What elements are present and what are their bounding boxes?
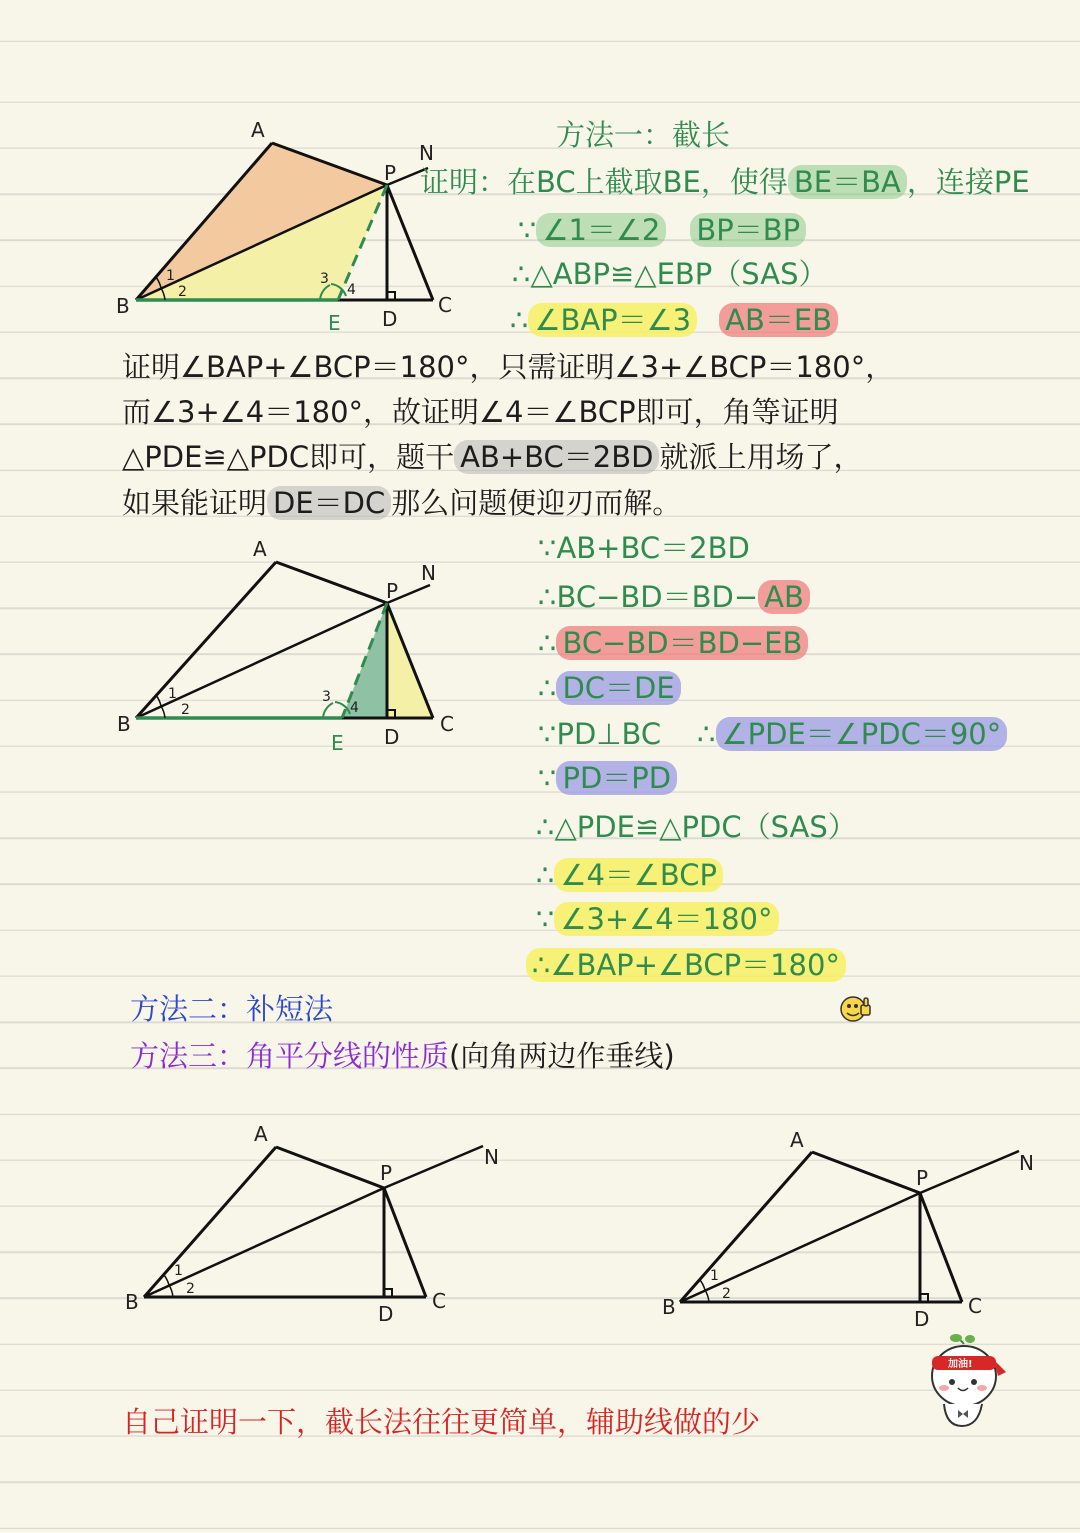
fig2-angle-arc-3 <box>323 703 333 718</box>
proof-suffix: ，连接PE <box>906 165 1030 199</box>
conclusion-text: 自己证明一下，截长法往往更简单，辅助线做的少 <box>122 1405 761 1439</box>
fig4-segment-pc <box>920 1193 962 1302</box>
proof2-step-2 <box>538 578 810 616</box>
fig2-angle-label-4: 4 <box>350 700 359 716</box>
fig1-angle-label-2: 2 <box>178 284 187 300</box>
fig4-angle-label-1: 1 <box>710 1268 719 1284</box>
explanation-line-1: 证明∠BAP+∠BCP＝180°，只需证明∠3+∠BCP＝180°， <box>122 350 895 384</box>
s3-highlight: BC−BD＝BD−EB <box>556 626 808 660</box>
proof-highlight: BE＝BA <box>788 165 907 199</box>
fig1-label-a: A <box>251 118 265 142</box>
fig3-segment-bp <box>144 1188 384 1297</box>
proof2-step-3 <box>538 624 808 662</box>
proof-text: 在BC上截取BE，使得 <box>507 165 788 199</box>
mascot-headband-text: 加油! <box>948 1359 973 1370</box>
fig3-label-a: A <box>254 1122 268 1146</box>
method1-step-3 <box>510 301 838 339</box>
line3-b: 就派上用场了， <box>659 440 863 474</box>
step3-highlight-a: ∠BAP＝∠3 <box>528 303 697 337</box>
s9-highlight: ∠3+∠4＝180° <box>554 902 778 936</box>
s8-highlight: ∠4＝∠BCP <box>554 858 723 892</box>
fig4-angle-arc-1 <box>700 1280 705 1290</box>
line4-b: 那么问题便迎刃而解。 <box>391 486 682 520</box>
step1-highlight-b: BP＝BP <box>690 213 806 247</box>
s8-prefix: ∴ <box>536 858 555 892</box>
fig4-side-ab <box>680 1152 812 1302</box>
fig1-segment-pc <box>387 185 433 300</box>
s4-prefix: ∴ <box>538 671 557 705</box>
method1-step-2: ∴△ABP≌△EBP（SAS） <box>512 257 828 291</box>
fig4-label-b: B <box>662 1295 676 1319</box>
proof2-step-1: ∵AB+BC＝2BD <box>538 531 750 565</box>
fig2-side-ab <box>136 562 276 718</box>
fig1-label-n: N <box>419 141 434 165</box>
fig4-side-ap <box>812 1152 920 1193</box>
fig2-label-n: N <box>421 561 436 585</box>
line3-highlight: AB+BC＝2BD <box>454 440 659 474</box>
fig4-label-p: P <box>916 1166 929 1190</box>
explanation-line-3 <box>122 438 862 476</box>
fig1-label-d: D <box>382 307 398 331</box>
fig4-label-a: A <box>790 1128 804 1152</box>
line4-a: 如果能证明 <box>122 486 268 520</box>
fig3-side-ab <box>144 1147 276 1297</box>
step3-highlight-b: AB＝EB <box>719 303 838 337</box>
fig3-angle-label-1: 1 <box>174 1263 183 1279</box>
s6-highlight: PD＝PD <box>556 761 677 795</box>
s5-text: ∵PD⊥BC <box>538 717 662 751</box>
fig2-label-a: A <box>253 537 267 561</box>
s3-prefix: ∴ <box>538 626 557 660</box>
explanation-line-2: 而∠3+∠4＝180°，故证明∠4＝∠BCP即可，角等证明 <box>122 395 839 429</box>
method3-main: 方法三：角平分线的性质 <box>130 1039 450 1073</box>
step1-prefix: ∵ <box>518 213 537 247</box>
step1-highlight-a: ∠1＝∠2 <box>536 213 666 247</box>
s6-prefix: ∵ <box>538 761 557 795</box>
fig3-label-c: C <box>432 1289 446 1313</box>
s5-therefore: ∴ <box>697 717 716 751</box>
figure-3-method3-left <box>115 1120 515 1330</box>
fig3-label-n: N <box>484 1145 499 1169</box>
method3-title <box>130 1037 675 1075</box>
method1-title: 方法一：截长 <box>556 118 731 152</box>
fig3-angle-label-2: 2 <box>186 1281 195 1297</box>
fig2-angle-label-3: 3 <box>322 689 331 705</box>
proof2-step-4 <box>538 669 681 707</box>
s5-highlight: ∠PDE＝∠PDC＝90° <box>716 717 1008 751</box>
fig2-side-ap <box>276 562 387 603</box>
fig2-angle-arc-1 <box>156 695 161 706</box>
fig2-label-p: P <box>386 579 399 603</box>
line3-a: △PDE≌△PDC即可，题干 <box>122 440 455 474</box>
s2-highlight: AB <box>758 580 810 614</box>
proof2-step-10 <box>526 946 846 984</box>
fig3-segment-pc <box>384 1188 426 1297</box>
fig3-label-p: P <box>380 1161 393 1185</box>
method1-proof-line <box>420 163 1030 201</box>
proof2-step-6 <box>538 759 677 797</box>
proof2-step-9 <box>536 900 779 938</box>
fig4-label-c: C <box>968 1294 982 1318</box>
s4-highlight: DC＝DE <box>556 671 680 705</box>
fig2-label-e: E <box>331 731 344 755</box>
fig3-side-ap <box>276 1147 384 1188</box>
proof2-step-8 <box>536 856 723 894</box>
fig3-angle-arc-1 <box>164 1275 169 1285</box>
fig1-angle-label-4: 4 <box>347 282 356 298</box>
figure-1-cut-long <box>105 110 475 340</box>
s10-highlight: ∴∠BAP+∠BCP＝180° <box>526 948 846 982</box>
fig1-angle-label-3: 3 <box>320 271 329 287</box>
s2-text: ∴BC−BD＝BD− <box>538 580 759 614</box>
fig3-angle-arc-2 <box>169 1285 173 1297</box>
figure-4-method3-right <box>650 1125 1050 1335</box>
fig4-label-d: D <box>914 1307 930 1331</box>
method3-note: (向角两边作垂线) <box>449 1039 675 1073</box>
proof-prefix: 证明： <box>420 165 508 199</box>
fig4-angle-label-2: 2 <box>722 1286 731 1302</box>
s9-prefix: ∵ <box>536 902 555 936</box>
fig2-label-c: C <box>440 712 454 736</box>
fig2-angle-label-1: 1 <box>168 686 177 702</box>
line4-highlight: DE＝DC <box>267 486 391 520</box>
method1-step-1 <box>518 211 806 249</box>
fig2-angle-arc-2 <box>161 706 165 718</box>
mascot-sticker-icon <box>926 1330 1010 1434</box>
fig2-angle-label-2: 2 <box>181 702 190 718</box>
fig1-label-b: B <box>116 294 130 318</box>
fig1-label-e: E <box>328 311 341 335</box>
fig4-segment-bp <box>680 1193 920 1302</box>
proof2-step-5 <box>538 715 1007 753</box>
figure-2-congruence <box>105 530 475 760</box>
fig2-label-b: B <box>117 712 131 736</box>
fig2-label-d: D <box>384 725 400 749</box>
fig4-label-n: N <box>1019 1151 1034 1175</box>
method2-title: 方法二：补短法 <box>130 992 334 1026</box>
fig1-angle-label-1: 1 <box>166 268 175 284</box>
thumbs-up-emoji-icon <box>838 993 874 1025</box>
explanation-line-4 <box>122 484 681 522</box>
fig3-label-d: D <box>378 1302 394 1326</box>
fig1-label-p: P <box>384 161 397 185</box>
step3-prefix: ∴ <box>510 303 529 337</box>
proof2-step-7: ∴△PDE≌△PDC（SAS） <box>536 810 857 844</box>
fig4-ray-pn <box>920 1151 1019 1193</box>
fig3-label-b: B <box>125 1290 139 1314</box>
fig4-angle-arc-2 <box>705 1290 709 1302</box>
fig3-ray-pn <box>384 1146 483 1188</box>
fig1-label-c: C <box>438 293 452 317</box>
